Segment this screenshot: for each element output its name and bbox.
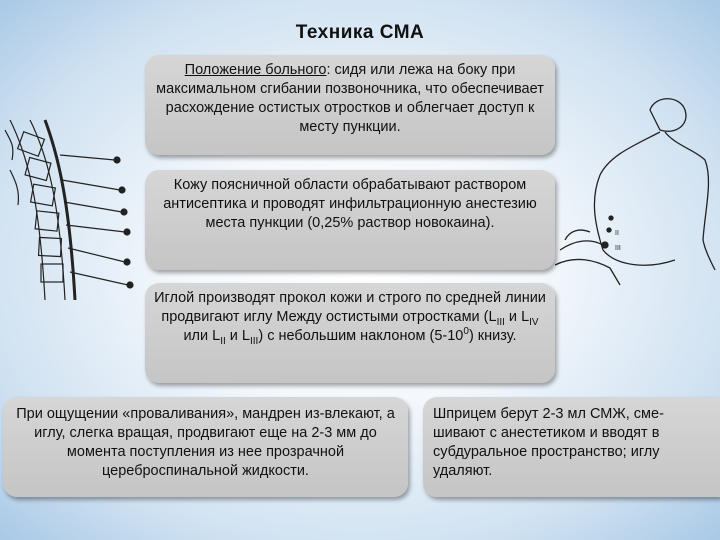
syringe-text: Шприцем берут 2-3 мл СМЖ, сме-шивают с анестетиком и вводят в субдуральное пространство; иглу удаляют. bbox=[433, 406, 664, 479]
syringe-box bbox=[423, 397, 720, 497]
antiseptic-box bbox=[145, 170, 555, 270]
sub-iv: IV bbox=[529, 316, 539, 328]
puncture-or: или L bbox=[183, 328, 221, 344]
page-title: Техника СМА bbox=[295, 22, 425, 43]
puncture-box bbox=[145, 283, 555, 383]
svg-text:II: II bbox=[615, 230, 619, 237]
antiseptic-text: Кожу поясничной области обрабатывают раствором антисептика и проводят инфильтрационную анестезию места пункции (0,25% раствор новокаина). bbox=[163, 177, 537, 231]
puncture-text-1: Иглой производят прокол кожи и строго по средней линии продвигают иглу Между остистыми отростками (L bbox=[154, 290, 546, 325]
svg-text:III: III bbox=[615, 245, 621, 252]
patient-position-lead: Положение больного bbox=[184, 62, 327, 78]
sub-ii: II bbox=[220, 335, 226, 347]
patient-illustration-icon bbox=[555, 90, 720, 290]
patient-position-text: : сидя или лежа на боку при максимальном сгибании позвоночника, что обеспечивает расхождение остистых отростков и облегчает доступ к месту пункции. bbox=[156, 62, 544, 135]
puncture-and-1: и L bbox=[504, 309, 530, 325]
puncture-and-2: и L bbox=[225, 328, 250, 344]
sub-iii-2: III bbox=[250, 335, 259, 347]
patient-position-box bbox=[145, 55, 555, 155]
stylet-box bbox=[3, 397, 408, 497]
sub-iii: III bbox=[496, 316, 505, 328]
stylet-text: При ощущении «проваливания», мандрен из-влекают, а иглу, слегка вращая, продвигают еще на 2-3 мм до момента поступления из нее прозрачной цереброспинальной жидкости. bbox=[16, 406, 395, 479]
sup-degree: 0 bbox=[463, 326, 469, 338]
spine-illustration-icon bbox=[0, 100, 145, 300]
puncture-tail-1: ) с небольшим наклоном (5-10 bbox=[258, 328, 464, 344]
puncture-tail-2: ) книзу. bbox=[468, 328, 517, 344]
